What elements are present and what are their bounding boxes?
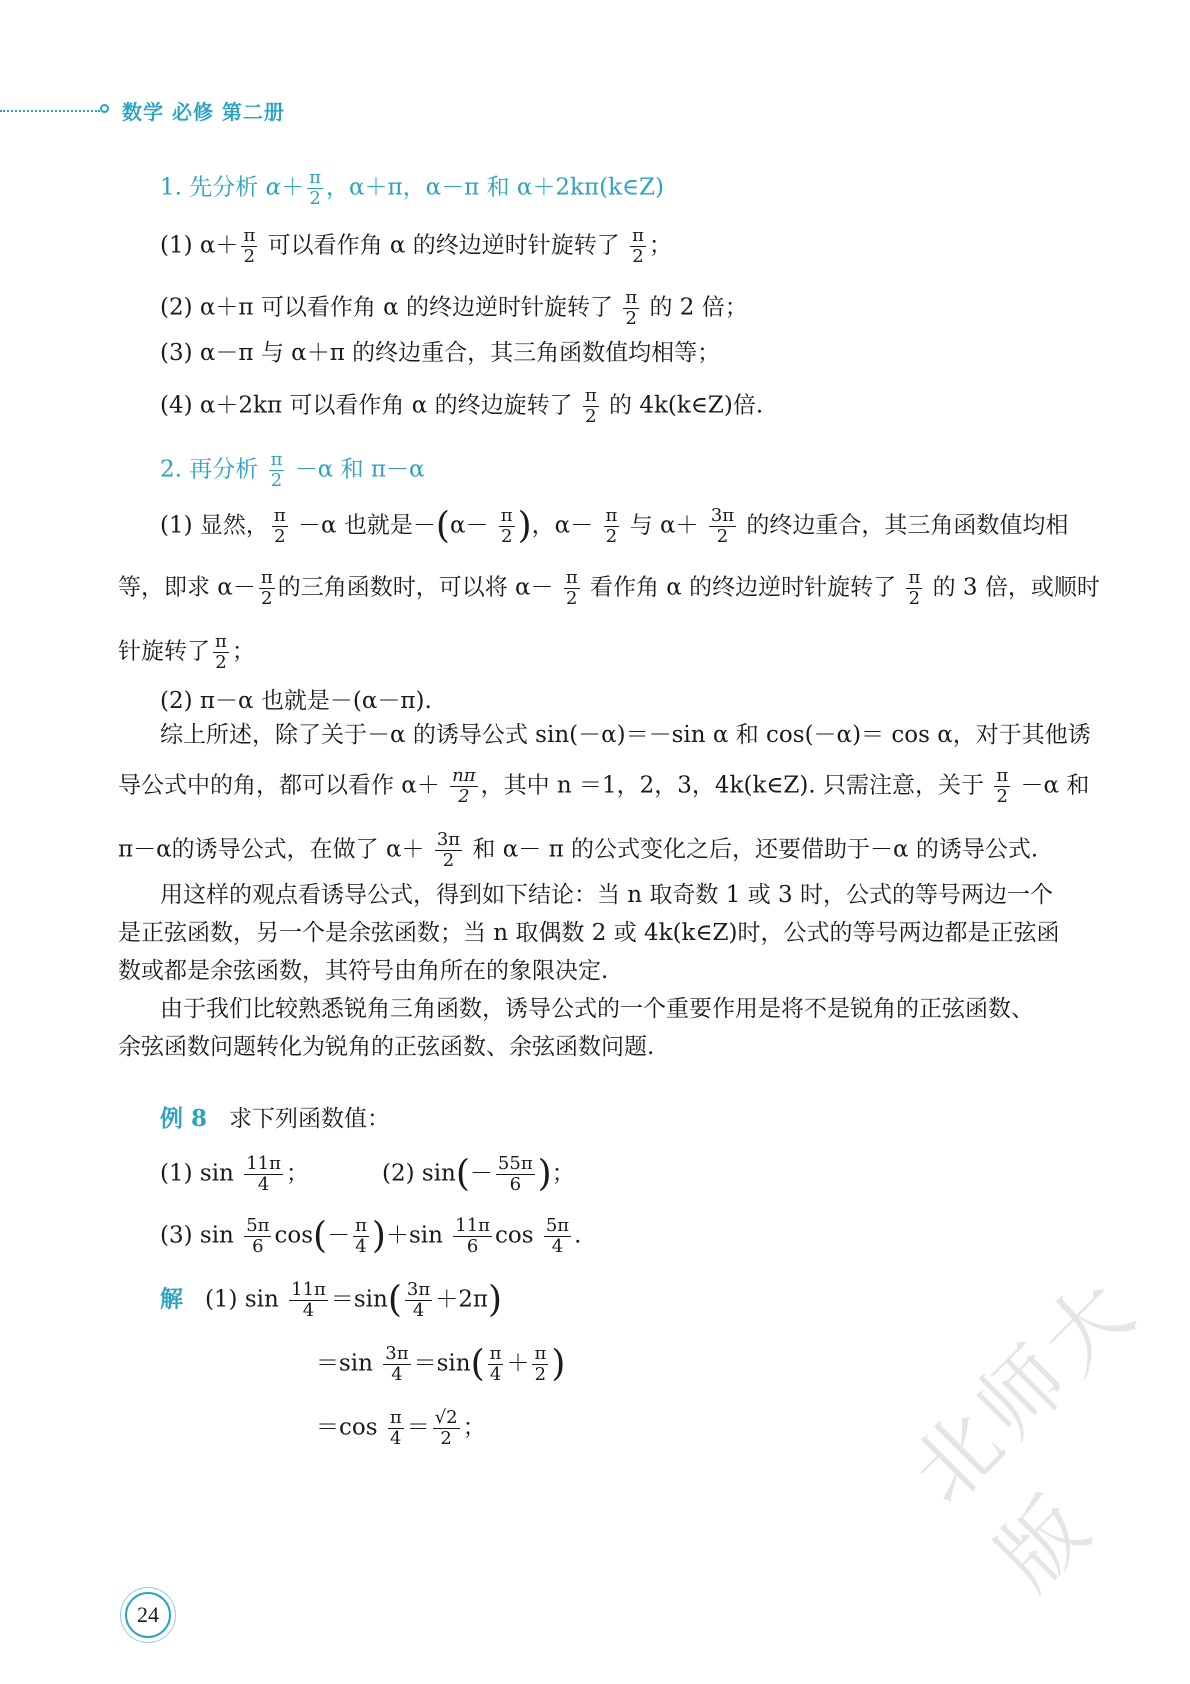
summary-line-5: 是正弦函数，另一个是余弦函数；当 n 取偶数 2 或 4k(k∈Z)时，公式的等号两边都是正弦函 <box>118 920 1060 946</box>
summary-line-2: 导公式中的角，都可以看作 α＋ $\frac{n\pi}{2}$ ，其中 n ＝1，2，3，4k(k∈Z). 只需注意，关于 $\frac{\pi}{2}$ －α 和 <box>118 765 1090 807</box>
example-label: 例 8 <box>160 1105 208 1132</box>
section-1-title: 1. 先分析 α＋ $\frac{\pi}{2}$ ，α＋π，α－π 和 α＋2kπ(k∈Z) <box>160 167 664 209</box>
fraction: $\frac{\pi}{2}$ <box>309 167 321 209</box>
example-prompt: 求下列函数值： <box>228 1106 390 1132</box>
s1-item-4: (4) α＋2kπ 可以看作角 α 的终边旋转了 $\frac{\pi}{2}$ 的 4k(k∈Z)倍. <box>160 385 764 427</box>
example-q2: (2) sin(－ $\frac{55\pi}{6}$ )； <box>382 1153 575 1195</box>
example-q3: (3) sin $\frac{5\pi}{6}$ cos(－ $\frac{\pi}{4}$ )＋sin $\frac{11\pi}{6}$ cos $\frac{5\pi}{4}$ . <box>160 1215 582 1257</box>
summary-line-6: 数或都是余弦函数，其符号由角所在的象限决定. <box>118 958 609 984</box>
solution-step-3: ＝cos $\frac{\pi}{4}$ ＝ $\frac{√2}{2}$ ； <box>316 1407 486 1449</box>
summary-line-7: 由于我们比较熟悉锐角三角函数，诱导公式的一个重要作用是将不是锐角的正弦函数、 <box>160 996 1034 1022</box>
s1-title-post: ，α＋π，α－π 和 α＋2kπ(k∈Z) <box>325 174 664 201</box>
header-title: 数学 必修 第二册 <box>122 100 285 124</box>
example-q1: (1) sin $\frac{11\pi}{4}$ ； <box>160 1153 309 1195</box>
s1-title-pre: 1. 先分析 <box>160 174 266 201</box>
summary-line-4: 用这样的观点看诱导公式，得到如下结论：当 n 取奇数 1 或 3 时，公式的等号两边一个 <box>160 882 1053 908</box>
summary-line-8: 余弦函数问题转化为锐角的正弦函数、余弦函数问题. <box>118 1034 655 1060</box>
example-heading <box>160 1104 390 1134</box>
summary-line-1: 综上所述，除了关于－α 的诱导公式 sin(－α)＝－sin α 和 cos(－α)＝ cos α，对于其他诱 <box>160 722 1091 748</box>
s2-para-line-1: (1) 显然， $\frac{\pi}{2}$ －α 也就是－(α－ $\frac{\pi}{2}$ )，α－ $\frac{\pi}{2}$ 与 α＋ $\frac{3\pi}{2}$ 的终边重合，其三角函数值均相 <box>160 505 1069 547</box>
watermark: 北师大版 <box>892 1257 1158 1608</box>
s1-item-2: (2) α＋π 可以看作角 α 的终边逆时针旋转了 $\frac{\pi}{2}$ 的 2 倍； <box>160 287 748 329</box>
s1-item-3: (3) α－π 与 α＋π 的终边重合，其三角函数值均相等； <box>160 340 721 366</box>
s1-item-1: (1) α＋ $\frac{\pi}{2}$ 可以看作角 α 的终边逆时针旋转了 $\frac{\pi}{2}$ ； <box>160 225 672 267</box>
summary-line-3: π－α的诱导公式，在做了 α＋ $\frac{3\pi}{2}$ 和 α－ π 的公式变化之后，还要借助于－α 的诱导公式. <box>118 829 1039 871</box>
s2-para-line-2: 等，即求 α－ $\frac{\pi}{2}$ 的三角函数时，可以将 α－ $\frac{\pi}{2}$ 看作角 α 的终边逆时针旋转了 $\frac{\pi}{2}$ 的 3 倍，或顺时 <box>118 567 1100 609</box>
solution-step-2: ＝sin $\frac{3\pi}{4}$ ＝sin( $\frac{\pi}{4}$ ＋ $\frac{\pi}{2}$ ) <box>316 1343 566 1385</box>
header-rule <box>0 110 100 112</box>
solution-step-1: 解 (1) sin $\frac{11\pi}{4}$ ＝sin( $\frac{3\pi}{4}$ ＋2π) <box>160 1279 502 1321</box>
solution-label: 解 <box>160 1285 183 1313</box>
page-number: 24 <box>125 1592 171 1638</box>
header-dot-icon <box>100 104 109 113</box>
s2-para-line-3: 针旋转了 $\frac{\pi}{2}$ ； <box>118 631 255 673</box>
section-2-title: 2. 再分析 $\frac{\pi}{2}$ －α 和 π－α <box>160 449 425 491</box>
s2-item-2: (2) π－α 也就是－(α－π). <box>160 688 432 714</box>
